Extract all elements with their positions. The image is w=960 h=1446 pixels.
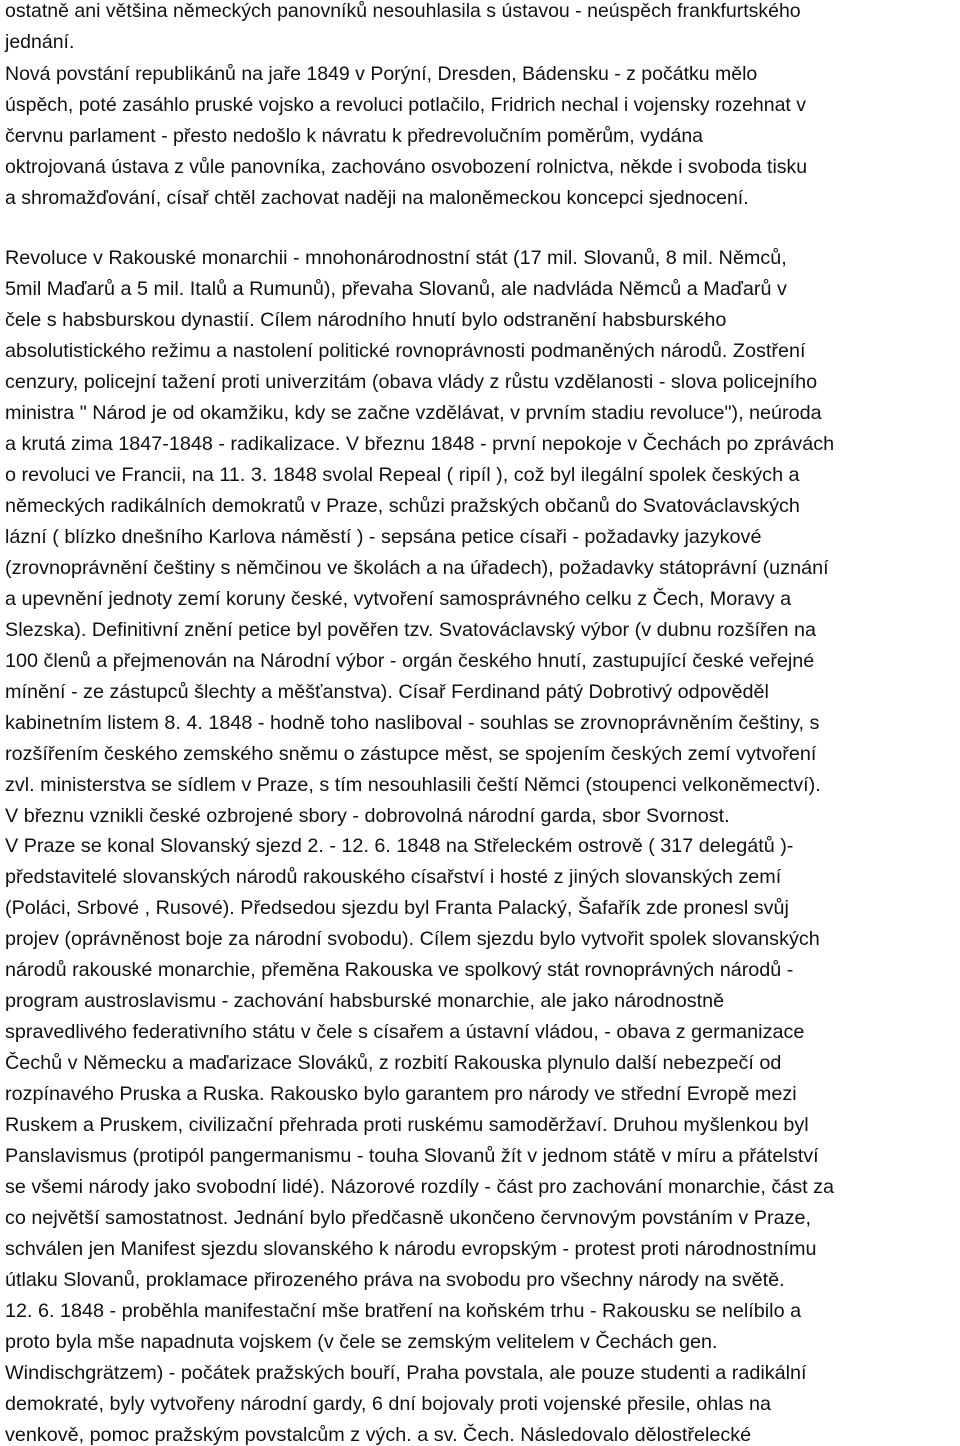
text-line: a upevnění jednoty zemí koruny české, vytvoření samosprávného celku z Čech, Moravy a: [5, 588, 792, 610]
text-line: Panslavismus (protipól pangermanismu - touha Slovanů žít v jednom státě v míru a přátelství: [5, 1145, 819, 1167]
text-line: kabinetním listem 8. 4. 1848 - hodně toho nasliboval - souhlas se zrovnoprávněním češtiny, s: [5, 712, 820, 734]
text-line: Windischgrätzem) - počátek pražských bouří, Praha povstala, ale pouze studenti a radikální: [5, 1362, 807, 1384]
text-line: venkově, pomoc pražským povstalcům z vých. a sv. Čech. Následovalo dělostřelecké: [5, 1424, 752, 1446]
text-line: 12. 6. 1848 - proběhla manifestační mše bratření na koňském trhu - Rakousku se nelíbilo a: [5, 1300, 802, 1322]
text-line: červnu parlament - přesto nedošlo k návratu k předrevolučním poměrům, vydána: [5, 125, 704, 147]
text-line: se všemi národy jako svobodní lidé). Názorové rozdíly - část pro zachování monarchie, část za: [5, 1176, 834, 1198]
text-line: zvl. ministerstva se sídlem v Praze, s tím nesouhlasili čeští Němci (stoupenci velkoněmectví).: [5, 774, 821, 796]
text-line: oktrojovaná ústava z vůle panovníka, zachováno osvobození rolnictva, někde i svoboda tisku: [5, 156, 808, 178]
text-line: rozpínavého Pruska a Ruska. Rakousko bylo garantem pro národy ve střední Evropě mezi: [5, 1083, 797, 1105]
text-line: demokraté, byly vytvořeny národní gardy, 6 dní bojovaly proti vojenské přesile, ohlas na: [5, 1393, 772, 1415]
text-line: 5mil Maďarů a 5 mil. Italů a Rumunů), převaha Slovanů, ale nadvláda Němců a Maďarů v: [5, 278, 787, 300]
text-line: (zrovnoprávnění češtiny s němčinou ve školách a na úřadech), požadavky státoprávní (uznání: [5, 557, 829, 579]
text-line: jednání.: [5, 31, 75, 53]
text-line: a shromažďování, císař chtěl zachovat naději na maloněmeckou koncepci sjednocení.: [5, 187, 749, 209]
text-line: představitelé slovanských národů rakouského císařství i hosté z jiných slovanských zemí: [5, 866, 782, 888]
text-line: absolutistického režimu a nastolení politické rovnoprávnosti podmaněných národů. Zostření: [5, 340, 806, 362]
text-line: V březnu vznikli české ozbrojené sbory - dobrovolná národní garda, sbor Svornost.: [5, 805, 730, 827]
text-line: 100 členů a přejmenován na Národní výbor - orgán českého hnutí, zastupující české veřejné: [5, 650, 815, 672]
text-line: program austroslavismu - zachování habsburské monarchie, ale jako národnostně: [5, 990, 725, 1012]
text-line: o revoluci ve Francii, na 11. 3. 1848 svolal Repeal ( ripíl ), což byl ilegální spolek českých a: [5, 464, 800, 486]
text-line: spravedlivého federativního státu v čele s císařem a ústavní vládou, - obava z germanizace: [5, 1021, 805, 1043]
text-line: proto byla mše napadnuta vojskem (v čele se zemským velitelem v Čechách gen.: [5, 1331, 718, 1353]
text-line: schválen jen Manifest sjezdu slovanského k národu evropským - protest proti národnostnímu: [5, 1238, 817, 1260]
text-line: ministra " Národ je od okamžiku, kdy se začne vzdělávat, v prvním stadiu revoluce"), neúroda: [5, 402, 822, 424]
text-line: cenzury, policejní tažení proti univerzitám (obava vlády z růstu vzdělanosti - slova policejního: [5, 371, 818, 393]
text-line: národů rakouské monarchie, přeměna Rakouska ve spolkový stát rovnoprávných národů -: [5, 959, 794, 981]
text-line: úspěch, poté zasáhlo pruské vojsko a revoluci potlačilo, Fridrich nechal i vojensky rozehnat v: [5, 94, 806, 116]
text-line: Revoluce v Rakouské monarchii - mnohonárodnostní stát (17 mil. Slovanů, 8 mil. Němců,: [5, 247, 787, 269]
text-line: ostatně ani většina německých panovníků nesouhlasila s ústavou - neúspěch frankfurtského: [5, 0, 801, 22]
text-line: co největší samostatnost. Jednání bylo předčasně ukončeno červnovým povstáním v Praze,: [5, 1207, 811, 1229]
text-line: čele s habsburskou dynastií. Cílem národního hnutí bylo odstranění habsburského: [5, 309, 727, 331]
text-line: mínění - ze zástupců šlechty a měšťanstva). Císař Ferdinand pátý Dobrotivý odpověděl: [5, 681, 769, 703]
text-line: německých radikálních demokratů v Praze, schůzi pražských občanů do Svatováclavských: [5, 495, 800, 517]
text-line: lázní ( blízko dnešního Karlova náměstí ) - sepsána petice císaři - požadavky jazykové: [5, 526, 762, 548]
text-line: Ruskem a Pruskem, civilizační přehrada proti ruskému samoděržaví. Druhou myšlenkou byl: [5, 1114, 809, 1136]
text-line: projev (oprávněnost boje za národní svobodu). Cílem sjezdu bylo vytvořit spolek slovanských: [5, 928, 820, 950]
text-line: a krutá zima 1847-1848 - radikalizace. V březnu 1848 - první nepokoje v Čechách po zprávách: [5, 433, 835, 455]
text-line: (Poláci, Srbové , Rusové). Předsedou sjezdu byl Franta Palacký, Šafařík zde pronesl svůj: [5, 897, 789, 919]
text-line: rozšířením českého zemského sněmu o zástupce měst, se spojením českých zemí vytvoření: [5, 743, 817, 765]
text-line: Nová povstání republikánů na jaře 1849 v Porýní, Dresden, Bádensku - z počátku mělo: [5, 63, 758, 85]
text-line: útlaku Slovanů, proklamace přirozeného práva na svobodu pro všechny národy na světě.: [5, 1269, 785, 1291]
text-line: V Praze se konal Slovanský sjezd 2. - 12. 6. 1848 na Střeleckém ostrově ( 317 delegátů )-: [5, 835, 794, 857]
text-line: Slezska). Definitivní znění petice byl pověřen tzv. Svatováclavský výbor (v dubnu rozšířen na: [5, 619, 817, 641]
text-line: Čechů v Německu a maďarizace Slováků, z rozbití Rakouska plynulo další nebezpečí od: [5, 1052, 782, 1074]
